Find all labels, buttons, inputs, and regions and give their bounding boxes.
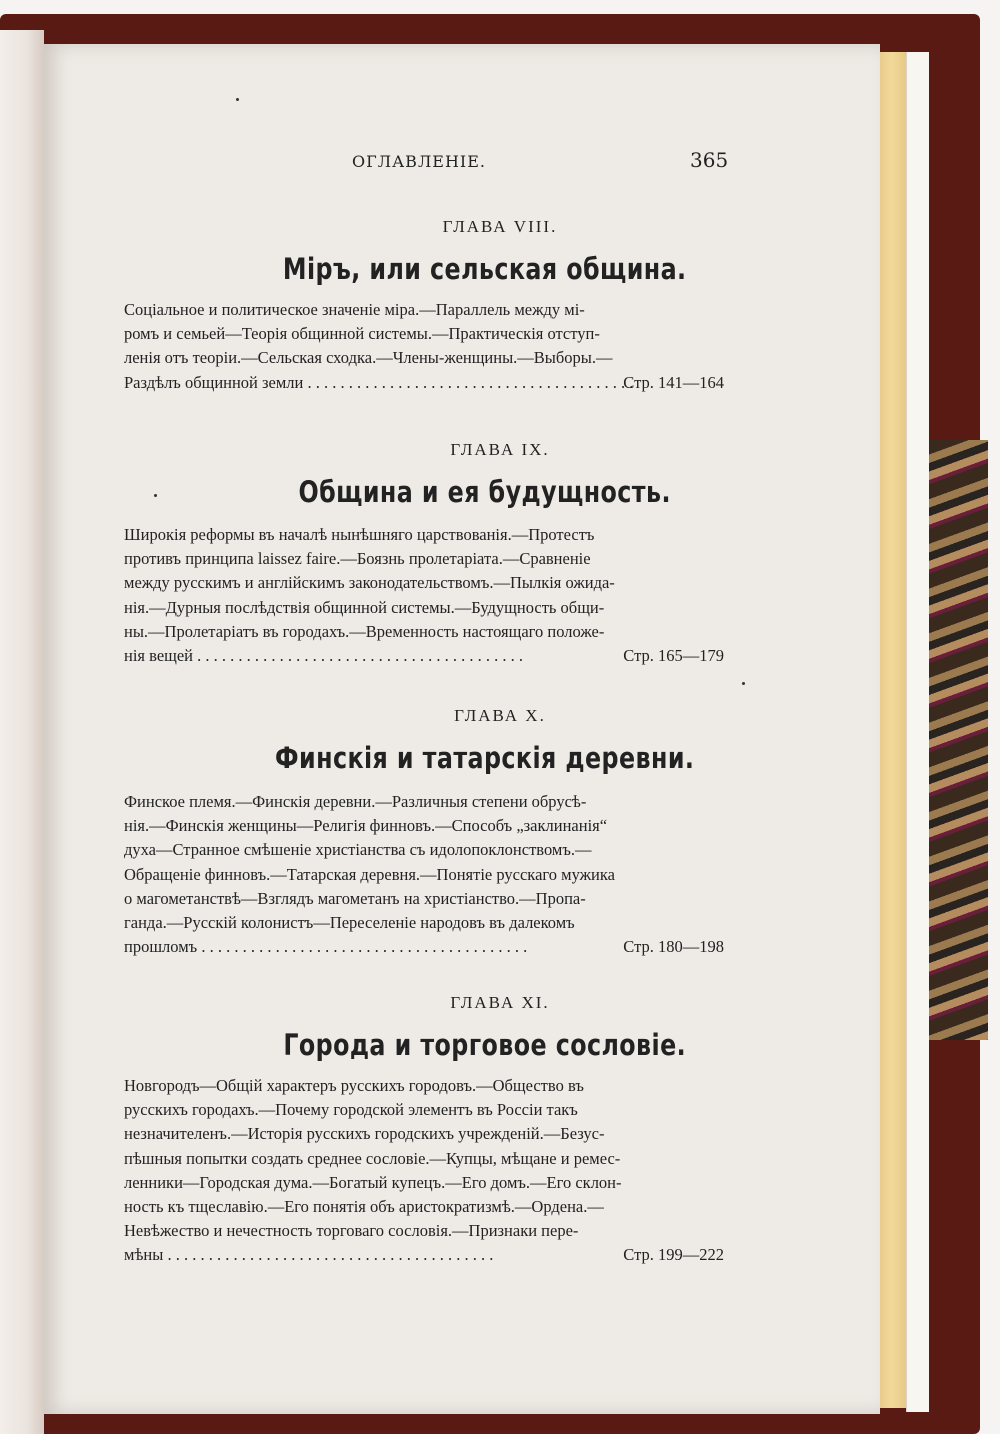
summary-last-line: Раздѣлъ общинной земли . . . . . . . . . . . . . . . . . . . . . . . . . . . . . . . . . . . . . . . . Стр. 141—164 xyxy=(124,371,724,395)
chapter-label: ГЛАВА IX. xyxy=(450,440,550,459)
summary-line: пѣшныя попытки создать среднее сословіе.—Купцы, мѣщане и ремес- xyxy=(124,1148,621,1168)
page-range: Стр. 141—164 xyxy=(623,372,724,392)
page-range: Стр. 165—179 xyxy=(623,646,724,666)
summary-line: духа—Странное смѣшеніе христіанства съ идолопоклонствомъ.— xyxy=(124,840,592,860)
summary-last-line: прошломъ . . . . . . . . . . . . . . . . . . . . . . . . . . . . . . . . . . . . . . . . Стр. 180—198 xyxy=(124,935,724,959)
summary-line: незначителенъ.—Исторія русскихъ городскихъ учрежденій.—Безус- xyxy=(124,1124,605,1144)
summary-line-end: прошломъ xyxy=(124,937,198,957)
summary-line: ленники—Городская дума.—Богатый купецъ.—Его домъ.—Его склон- xyxy=(124,1172,622,1192)
summary-last-line: нія вещей . . . . . . . . . . . . . . . . . . . . . . . . . . . . . . . . . . . . . . . . Стр. 165—179 xyxy=(124,644,724,668)
chapter-summary xyxy=(124,790,724,959)
summary-line: ромъ и семьей—Теорія общинной системы.—Практическія отступ- xyxy=(124,324,600,344)
summary-line-end: Раздѣлъ общинной земли xyxy=(124,372,304,392)
page-range: Стр. 180—198 xyxy=(623,937,724,957)
summary-line-end: нія вещей xyxy=(124,646,194,666)
summary-line: между русскимъ и англійскимъ законодательствомъ.—Пылкія ожида- xyxy=(124,573,615,593)
summary-line: нія.—Финскія женщины—Религія финновъ.—Способъ „заклинанія“ xyxy=(124,816,608,836)
summary-line: Обращеніе финновъ.—Татарская деревня.—Понятіе русскаго мужика xyxy=(124,864,615,884)
chapter-summary xyxy=(124,298,724,395)
summary-line: Финское племя.—Финскія деревни.—Различныя степени обрусѣ- xyxy=(124,792,587,811)
summary-last-line: мѣны . . . . . . . . . . . . . . . . . . . . . . . . . . . . . . . . . . . . . . . . Стр. 199—222 xyxy=(124,1243,724,1267)
summary-line: Невѣжество и нечестность торговаго сословія.—Признаки пере- xyxy=(124,1221,579,1241)
page-range: Стр. 199—222 xyxy=(623,1245,724,1265)
marbled-endpaper xyxy=(928,440,988,1040)
left-page-edge xyxy=(0,30,44,1434)
chapter-label: ГЛАВА XI. xyxy=(450,993,550,1012)
summary-line: Широкія реформы въ началѣ нынѣшняго царствованія.—Протестъ xyxy=(124,525,595,544)
summary-line: о магометанствѣ—Взглядъ магометанъ на христіанство.—Пропа- xyxy=(124,888,586,908)
page-number: 365 xyxy=(690,148,729,172)
summary-line: ны.—Пролетаріатъ въ городахъ.—Временность настоящаго положе- xyxy=(124,621,605,641)
chapter-summary xyxy=(124,523,724,668)
running-head: ОГЛАВЛЕНІЕ. xyxy=(352,152,487,171)
summary-line: ганда.—Русскій колонистъ—Переселеніе народовъ въ далекомъ xyxy=(124,913,575,933)
chapter-label: ГЛАВА X. xyxy=(454,706,546,725)
chapter-title: Міръ, или сельская община. xyxy=(282,252,687,286)
chapter-title: Города и торговое сословіе. xyxy=(283,1028,687,1062)
summary-line: нія.—Дурныя послѣдствія общинной системы.—Будущность общи- xyxy=(124,597,605,617)
summary-line: противъ принципа laissez faire.—Боязнь пролетаріата.—Сравненіе xyxy=(124,549,591,569)
chapter-title: Община и ея будущность. xyxy=(298,475,671,509)
chapter-title: Финскія и татарскія деревни. xyxy=(275,741,695,775)
summary-line: ленія отъ теоріи.—Сельская сходка.—Члены-женщины.—Выборы.— xyxy=(124,348,613,368)
summary-line: русскихъ городахъ.—Почему городской элементъ въ Россіи такъ xyxy=(124,1100,578,1120)
summary-line: ность къ тщеславію.—Его понятія объ аристократизмѣ.—Ордена.— xyxy=(124,1197,604,1217)
summary-line: Новгородъ—Общій характеръ русскихъ городовъ.—Общество въ xyxy=(124,1076,584,1095)
chapter-summary xyxy=(124,1074,724,1268)
page-edge-back xyxy=(906,52,929,1412)
summary-line: Соціальное и политическое значеніе міра.—Параллель между мі- xyxy=(124,300,585,319)
chapter-label: ГЛАВА VIII. xyxy=(442,217,558,236)
summary-line-end: мѣны xyxy=(124,1245,164,1265)
ink-speck xyxy=(742,682,745,685)
ink-speck xyxy=(236,98,239,101)
